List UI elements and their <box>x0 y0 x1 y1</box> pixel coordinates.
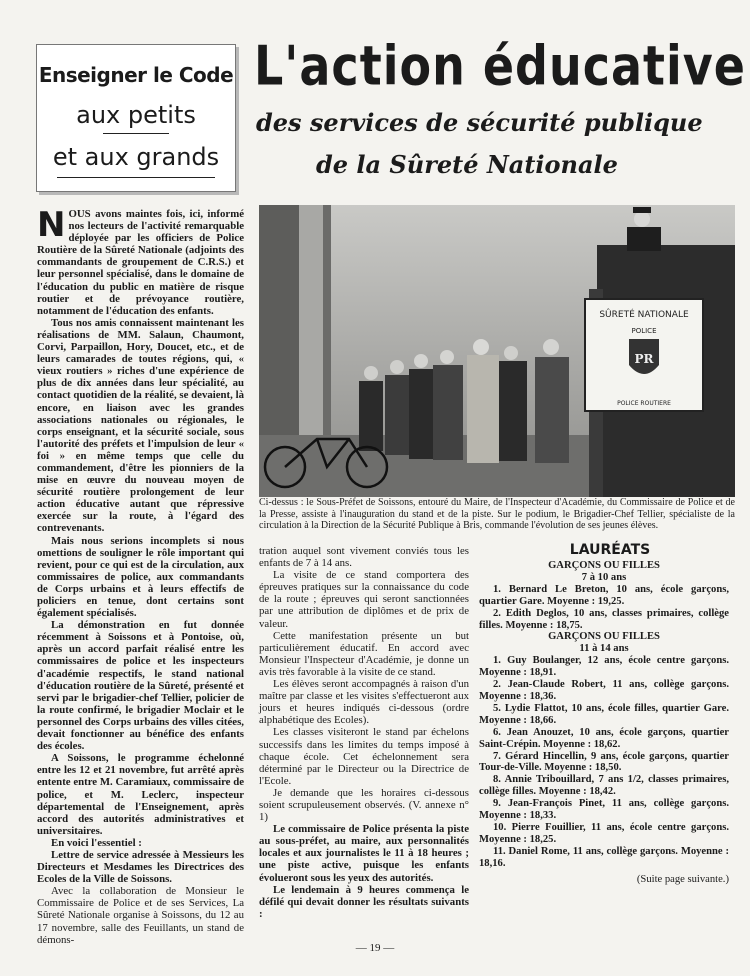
col2-paragraph-5: Les classes visiteront le stand par échelons successifs dans les limites du temps imposé à chaque école. Cet échelonnement sera déterminé par le Directeur ou la Directrice de l'Ecole. <box>259 726 469 787</box>
group-heading: GARÇONS OU FILLES <box>548 560 660 571</box>
continued-note: (Suite page suivante.) <box>636 873 729 885</box>
laureat-entry: 6. Jean Anouzet, 10 ans, école garçons, quartier Saint-Crépin. Moyenne : 18,62. <box>479 726 729 750</box>
sign-line-3: PR <box>634 352 654 366</box>
group-age: 7 à 10 ans <box>581 571 627 583</box>
box-line-2: aux petits <box>76 101 196 129</box>
column-2 <box>259 545 469 920</box>
col2-paragraph-7: Le commissaire de Police présenta la piste au sous-préfet, au maire, aux personnalités locales et aux journalistes le 11 à 18 heures ; une piste active, puisque les enfants évolueront sous les yeux des autorités. <box>259 823 469 884</box>
col1-paragraph-3: Mais nous serions incomplets si nous omettions de souligner le rôle important qui revient, pour ce qui est de la circulation, aux commissaires de police, aux commandants de Corps urbains et à leurs effectifs de policiers en tenue, dont certains sont également spécialisés. <box>37 534 244 620</box>
col2-paragraph-2: La visite de ce stand comportera des épreuves pratiques sur la connaissance du code de la route ; épreuves qui seront sanctionnées par une attribution de diplômes et de prix de valeur. <box>259 569 469 630</box>
laureat-entry: 10. Pierre Fouillier, 11 ans, école centre garçons. Moyenne : 18,25. <box>479 821 729 845</box>
laureat-entry: 8. Annie Tribouillard, 7 ans 1/2, classes primaires, collège filles. Moyenne : 18,42. <box>479 774 729 798</box>
laureats-list <box>479 560 729 885</box>
col1-paragraph-2: Tous nos amis connaissent maintenant les réalisations de MM. Salaun, Chaumont, Corvi, Parpaillon, Hory, Doucet, etc., et de leurs camarades de toutes régions, qui, « vieux routiers » riches d'une expérience de plus de dix années dans leur spécialité, au contact quotidien de la réalité, se devaient, là encore, en liaison avec les grandes associations nationales ou régionales, le corps enseignant, et la sécurité sociale, sous l'autorité des préfets et l'impulsion de leur « foi » en même temps que celle du commandement, d'être les pionniers de la mise en œuvre du nouveau moyen de sécurité routière prolongement de leur action éducative autant que répressive exercée sur la route, à l'égard des contrevenants. <box>37 316 244 535</box>
col1-paragraph-1: OUS avons maintes fois, ici, informé nos lecteurs de l'activité remarquable déployée par les officiers de Police Routière de la Sûreté Nationale (adjoints des commandants de groupement de C.R.S.) et leur personnel spécialisé, dans le domaine de l'éducation du public en matière de risque routier et de prévoyance routière, notamment de l'éducation des enfants. <box>37 208 244 317</box>
col1-paragraph-6: En voici l'essentiel : <box>51 836 142 849</box>
col1-paragraph-4: La démonstration en fut donnée récemment à Soissons et à Pontoise, où, après un accord parfait réalisé entre les commissaires de police et les inspecteurs d'académie respectifs, le stand national d'éducation routière de la Sûreté, présenté et servi par le brigadier-chef Tellier, policier de la route confirmé, le brigadier Moclair et le personnel des Corps urbains des villes citées, devait fonctionner au bénéfice des enfants des écoles. <box>37 619 244 753</box>
article-subtitle-2: de la Sûreté Nationale <box>316 150 618 179</box>
page-number: — 19 — <box>355 942 395 954</box>
group-age: 11 à 14 ans <box>579 643 629 655</box>
police-sign <box>585 299 703 411</box>
column-1 <box>37 205 244 946</box>
laureat-entry: 11. Daniel Rome, 11 ans, collège garçons. Moyenne : 18,16. <box>479 845 729 869</box>
laureats-heading: LAURÉATS <box>569 542 651 558</box>
sign-line-2: POLICE <box>631 327 657 335</box>
col1-paragraph-8: Avec la collaboration de Monsieur le Commissaire de Police et de ses Services, La Sûreté Nationale organise à Soissons, du 12 au 17 novembre, salle des Feuillants, un stand de démons- <box>37 885 244 946</box>
laureat-entry: 1. Bernard Le Breton, 10 ans, école garçons, quartier Gare. Moyenne : 19,25. <box>479 583 729 607</box>
col1-paragraph-7: Lettre de service adressée à Messieurs les Directeurs et Mesdames les Directrices des Ecoles de la Ville de Soissons. <box>37 848 244 886</box>
laureat-entry: 2. Jean-Claude Robert, 11 ans, collège garçons. Moyenne : 18,36. <box>479 679 729 702</box>
col2-paragraph-1: tration auquel sont vivement conviés tous les enfants de 7 à 14 ans. <box>259 545 469 570</box>
col2-paragraph-6: Je demande que les horaires ci-dessous soient scrupuleusement observés. (V. annexe n° 1) <box>259 786 469 824</box>
box-rule <box>103 133 169 134</box>
article-subtitle-1: des services de sécurité publique <box>256 108 703 137</box>
col2-paragraph-4: Les élèves seront accompagnés à raison d'un maître par classe et les visites s'effectueront aux jours et heures indiqués ci-dessous (ordre alphabétique des Ecoles). <box>259 678 469 727</box>
article-title: L'action éducative <box>254 34 746 98</box>
drop-cap: N <box>37 205 66 245</box>
col2-paragraph-8: Le lendemain à 9 heures commença le défilé qui devait donner les résultats suivants : <box>259 883 469 920</box>
sign-line-1: SÛRETÉ NATIONALE <box>599 310 689 320</box>
box-line-1: Enseigner le Code <box>38 63 234 87</box>
box-rule <box>57 177 215 178</box>
event-photo <box>259 205 735 497</box>
laureat-entry: 7. Gérard Hincellin, 9 ans, école garçons, quartier Tour-de-Ville. Moyenne : 18,50. <box>479 750 729 774</box>
laureat-entry: 5. Lydie Flattot, 10 ans, école filles, quartier Gare. Moyenne : 18,66. <box>479 702 729 726</box>
heading-box <box>36 44 236 192</box>
laureat-entry: 9. Jean-François Pinet, 11 ans, collège garçons. Moyenne : 18,33. <box>479 798 729 822</box>
photo-caption: Ci-dessus : le Sous-Préfet de Soissons, entouré du Maire, de l'Inspecteur d'Académie, du Commissaire de Police et de la Presse, assiste à l'inauguration du stand et de la piste. Sur le podium, le Brigadier-Chef Tellier, spécialiste de la circulation à la Direction de la Sécurité Publique à Bris, commande l'évolution de ses jeunes élèves. <box>259 497 735 531</box>
laureat-entry: 1. Guy Boulanger, 12 ans, école centre garçons. Moyenne : 18,91. <box>479 655 729 679</box>
col2-paragraph-3: Cette manifestation présente un but particulièrement éducatif. En accord avec Monsieur l'Inspecteur d'Académie, je donne un avis très favorable à la visite de ce stand. <box>259 629 469 678</box>
laureat-entry: 2. Edith Deglos, 10 ans, classes primaires, collège filles. Moyenne : 18,75. <box>479 607 729 631</box>
group-heading: GARÇONS OU FILLES <box>548 631 660 643</box>
sign-line-4: POLICE ROUTIERE <box>617 400 671 407</box>
col1-paragraph-5: A Soissons, le programme échelonné entre les 12 et 21 novembre, fut arrêté après entente entre M. Caramiaux, commissaire de police, et M. Leclerc, inspecteur départemental de l'Enseignement, après accord des autorités administratives et universitaires. <box>37 752 244 837</box>
box-line-3: et aux grands <box>52 143 220 171</box>
